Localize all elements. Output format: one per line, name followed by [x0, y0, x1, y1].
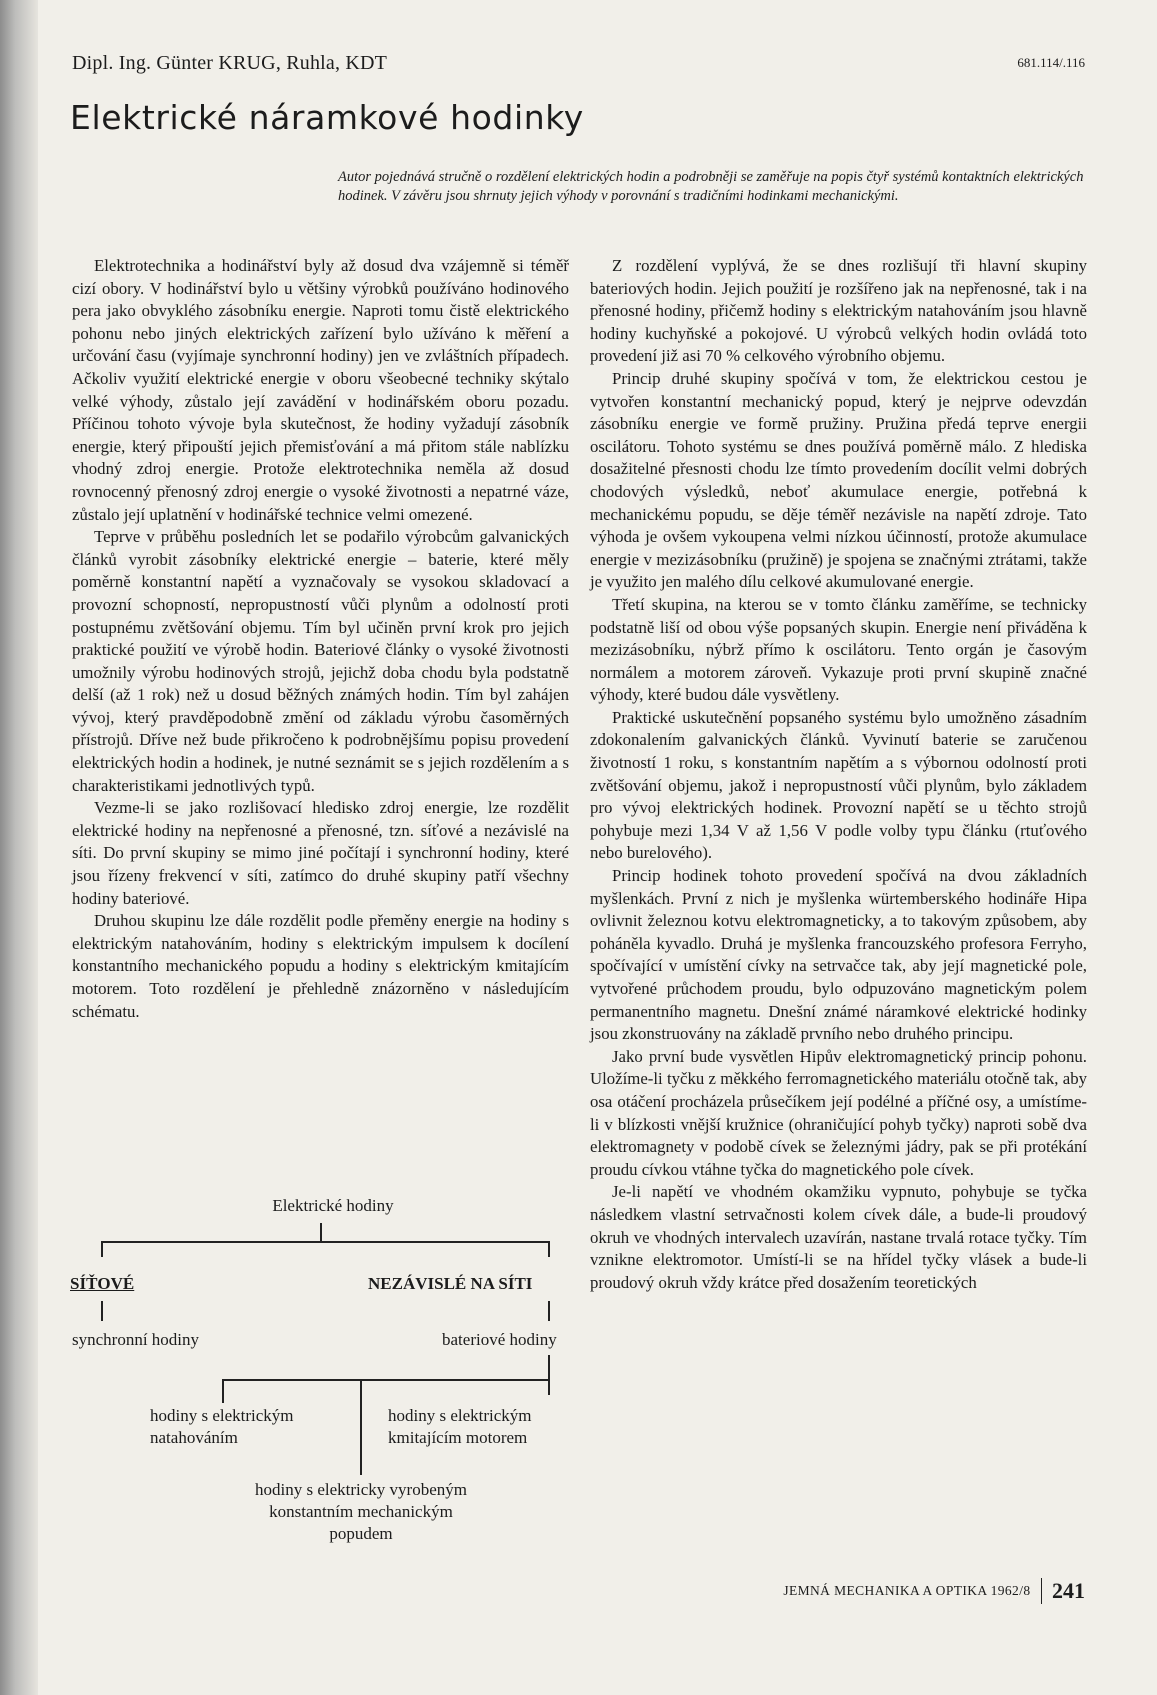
connector — [548, 1379, 550, 1395]
paragraph: Je-li napětí ve vhodném okamžiku vypnuto, pohybuje se tyčka následkem vlastní setrvačnosti kolem cívek dále, a bude-li proudový okruh ve vhodných intervalech uzavírán, nastane trvalá rotace tyčky. Tím vznikne elektromotor. Umístí-li se na hřídel tyčky vlásek a bude-li proudový okruh vždy krátce před dosažením teoretických — [590, 1182, 1087, 1292]
connector — [101, 1241, 550, 1243]
node-impulse: hodiny s elektricky vyrobeným konstantním mechanickým popudem — [255, 1480, 467, 1543]
node-oscillating: hodiny s elektrickým kmitajícím motorem — [388, 1406, 532, 1447]
paragraph: Princip druhé skupiny spočívá v tom, že elektrickou cestou je vytvořen konstantní mechanický popud, který je nejprve odevzdán zásobníku energie ve formě pružiny. Pružina předá teprve energii oscilátoru. Tohoto systému se dnes používá poměrně málo. Z hlediska dosažitelné přesnosti chodu lze tímto provedením docílit velmi dobrých chodových výsledků, neboť akumulace energie, potřebná k mechanickému popudu, se děje téměř nezávisle na napětí zdroje. Tato výhoda je ovšem vykoupena velmi nízkou účinností, protože akumulace energie v mezizásobníku (pružině) je spojena se značnými ztrátami, takže je využito jen malého dílu celkové akumulované energie. — [590, 368, 1087, 592]
paragraph: Druhou skupinu lze dále rozdělit podle přeměny energie na hodiny s elektrickým natahováním, hodiny s elektrickým impulsem k docílení konstantního mechanického popudu a hodiny s elektrickým kmitajícím motorem. Toto rozdělení je přehledně znázorněno v následujícím schématu. — [72, 911, 569, 1021]
connector — [360, 1379, 362, 1475]
page-footer — [783, 1578, 1085, 1604]
right-column — [590, 255, 1087, 1294]
page-number: 241 — [1052, 1578, 1085, 1603]
left-column — [72, 255, 569, 1023]
connector — [548, 1355, 550, 1379]
node-electric-clocks: Elektrické hodiny — [272, 1196, 394, 1215]
node-battery: bateriové hodiny — [442, 1330, 557, 1349]
node-winding: hodiny s elektrickým natahováním — [150, 1406, 294, 1447]
paragraph: Elektrotechnika a hodinářství byly až dosud dva vzájemně si téměř cizí obory. V hodinářství bylo u většiny výrobků používáno hodinového pera jako obvyklého zásobníku energie. Naproti tomu čistě elektrického pohonu nebo jiných elektrických zařízení bylo užíváno k měření a určování času (vyjímaje synchronní hodiny) jen ve zvláštních případech. Ačkoliv využití elektrické energie v oboru všeobecné techniky skýtalo velké výhody, zůstalo její zavádění v hodinářském oboru pozadu. Příčinou tohoto vývoje byla skutečnost, že hodiny vyžadují zásobník energie, který připouští jejich přemisťování a má přitom stále nablízku vhodný zdroj energie. Protože elektrotechnika neměla až dosud rovnocenný přenosný zdroj energie o vysoké životnosti a nepatrné váze, zůstalo její uplatnění v hodinářské technice velmi omezené. — [72, 256, 569, 524]
connector — [548, 1301, 550, 1321]
connector — [320, 1223, 322, 1241]
connector — [222, 1379, 550, 1381]
paragraph: Praktické uskutečnění popsaného systému bylo umožněno zásadním zdokonalením galvanických článků. Vyvinutí baterie se zaručenou životností 1 roku, s konstantním napětím a s výbornou odolností proti zvětšování objemu, jakož i nepropustností vůči plynům, bylo základem pro vývoj elektrických hodinek. Provozní napětí se u těchto strojů pohybuje mezi 1,34 V až 1,56 V podle volby typu článku (rtuťového nebo burelového). — [590, 707, 1087, 863]
paragraph: Z rozdělení vyplývá, že se dnes rozlišují tři hlavní skupiny bateriových hodin. Jejich použití je rozšířeno jak na nepřenosné, tak i na přenosné hodiny, přičemž hodiny s elektrickým natahováním jsou hlavně hodiny kuchyňské a pokojové. U výrobců velkých hodin ovládá toto provedení již asi 70 % celkového výrobního objemu. — [590, 256, 1087, 366]
article-title: Elektrické náramkové hodinky — [70, 98, 584, 137]
binding-shadow — [0, 0, 38, 1695]
connector — [222, 1379, 224, 1403]
node-synchronous: synchronní hodiny — [72, 1330, 200, 1349]
connector — [101, 1301, 103, 1321]
abstract: Autor pojednává stručně o rozdělení elektrických hodin a podrobněji se zaměřuje na popis čtyř systémů kontaktních elektrických hodinek. V závěru jsou shrnuty jejich výhody v porovnání s tradičními hodinkami mechanickými. — [338, 169, 1084, 204]
udc-code: 681.114/.116 — [1017, 55, 1085, 70]
node-independent: NEZÁVISLÉ NA SÍTI — [368, 1274, 533, 1293]
paragraph: Třetí skupina, na kterou se v tomto článku zaměříme, se technicky podstatně liší od obou výše popsaných skupin. Energie není přiváděna k mezizásobníku, nýbrž přímo k oscilátoru. Tento orgán je časovým normálem a motorem zároveň. Vykazuje proti první skupině značné výhody, které budou dále vysvětleny. — [590, 594, 1087, 705]
connector — [548, 1241, 550, 1257]
node-mains: SÍŤOVÉ — [70, 1274, 135, 1293]
paragraph: Teprve v průběhu posledních let se podařilo výrobcům galvanických článků vyrobit zásobníky elektrické energie – baterie, které měly poměrně konstantní napětí a vyznačovaly se vysokou skladovací a provozní schopností, nepropustností vůči plynům a odolností proti postupnému zvětšování objemu. Tím byl učiněn první krok pro jejich praktické použití ve výrobě hodin. Bateriové články o vysoké životnosti umožnily výrobu hodinových strojů, jejichž doba chodu byla podstatně delší (až 1 rok) než u dosud běžných známých hodin. Tím byl zahájen vývoj, který pravděpodobně změní od základu výrobu časoměrných přístrojů. Dříve než bude přikročeno k podrobnějšímu popisu provedení elektrických hodin a hodinek, je nutné seznámit se s jejich rozdělením a s charakteristikami jednotlivých typů. — [72, 527, 569, 795]
paragraph: Jako první bude vysvětlen Hipův elektromagnetický princip pohonu. Uložíme-li tyčku z měkkého ferromagnetického materiálu otočně tak, aby osa otáčení procházela průsečíkem její podélné a příčné osy, a umístíme-li v blízkosti vnější kružnice (ohraničující pohyb tyčky) naproti sobě dva elektromagnety v podobě cívek se železnými jádry, pak se při protékání proudu cívkou vtáhne tyčka do magnetického pole cívek. — [590, 1046, 1087, 1179]
author-line: Dipl. Ing. Günter KRUG, Ruhla, KDT — [72, 52, 388, 74]
paragraph: Princip hodinek tohoto provedení spočívá na dvou základních myšlenkách. První z nich je myšlenka würtemberského hodináře Hipa ovlivnit železnou kotvu elektromagneticky, a to takovým způsobem, aby poháněla kyvadlo. Druhá je myšlenka francouzského profesora Ferryho, spočívající v umístění cívky na setrvačce tak, aby její magnetické pole, vytvořené průchodem proudu, bylo odpuzováno magnetickým polem permanentního magnetu. Dnešní známé náramkové elektrické hodinky jsou zkonstruovány na základě prvního nebo druhého principu. — [590, 866, 1087, 1044]
paragraph: Vezme-li se jako rozlišovací hledisko zdroj energie, lze rozdělit elektrické hodiny na nepřenosné a přenosné, tzn. síťové a nezávislé na síti. Do první skupiny se mimo jiné počítají i synchronní hodiny, které jsou řízeny frekvencí v síti, zatímco do druhé skupiny patří všechny hodiny bateriové. — [72, 798, 569, 908]
footer-divider — [1041, 1578, 1043, 1604]
classification-diagram — [70, 1195, 590, 1555]
connector — [101, 1241, 103, 1257]
journal-name: JEMNÁ MECHANIKA A OPTIKA 1962/8 — [783, 1583, 1031, 1598]
